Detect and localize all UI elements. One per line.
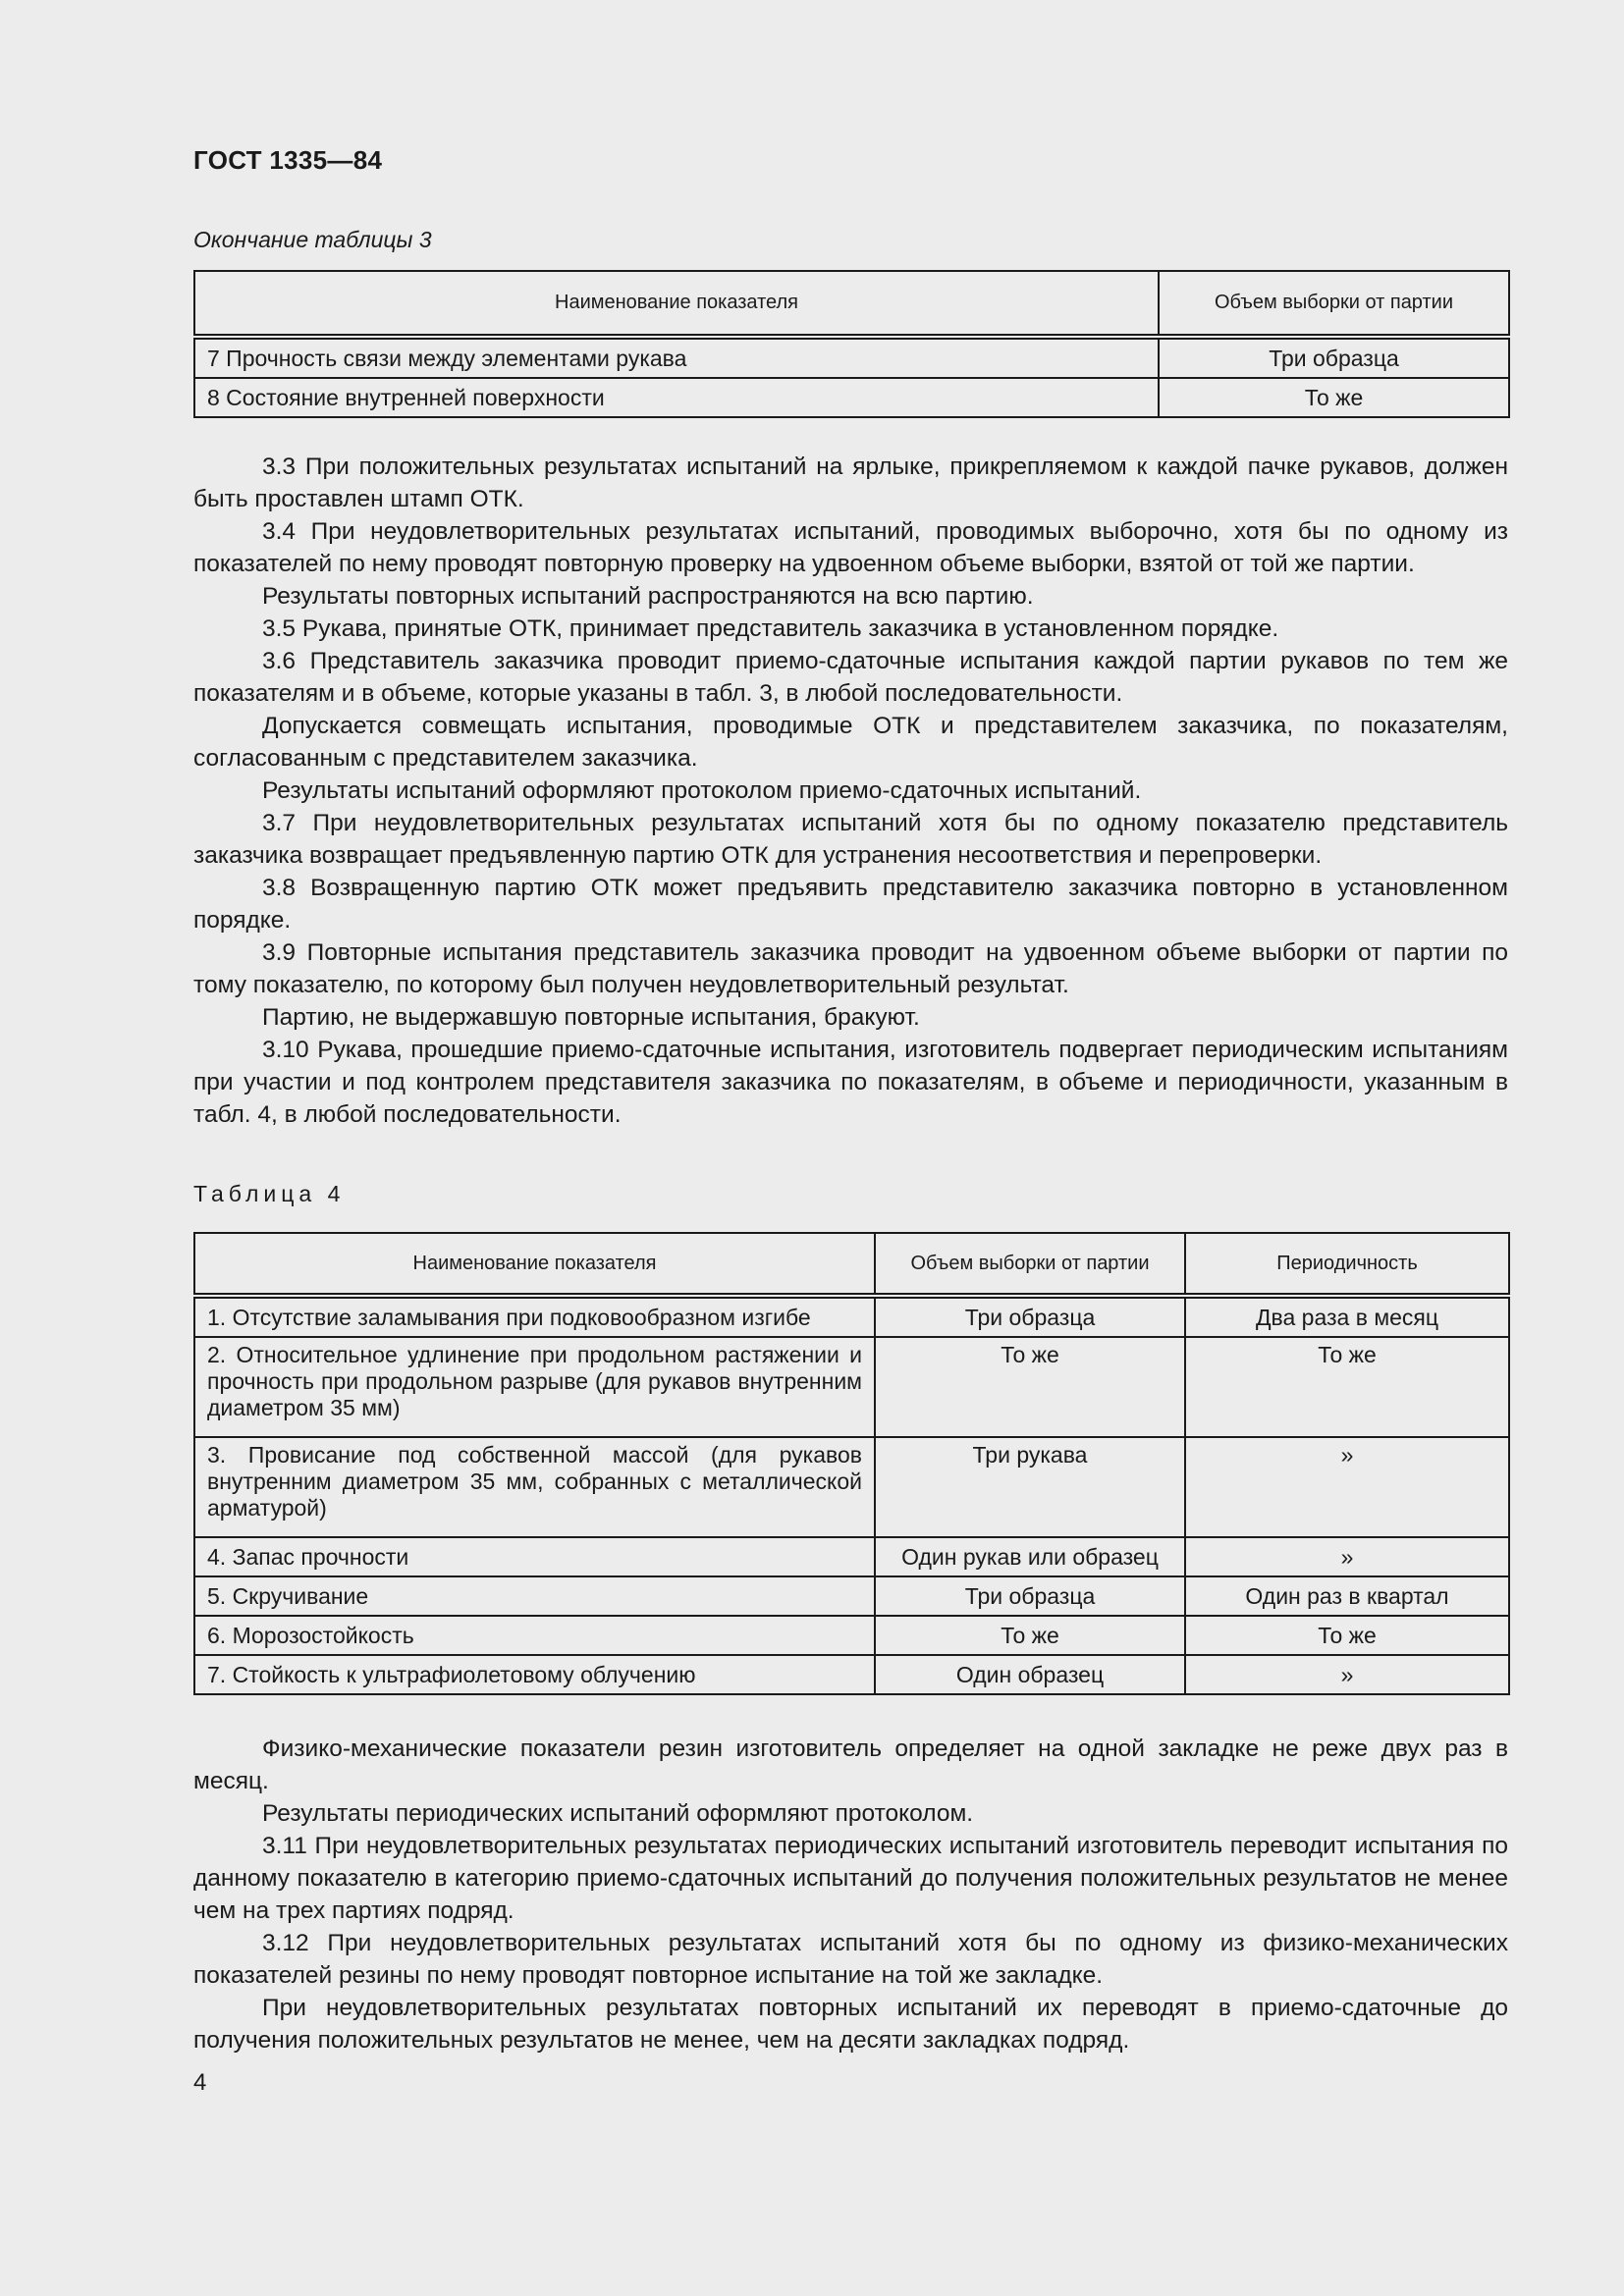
table-cell: Три образца	[1159, 337, 1509, 378]
table-3	[193, 270, 1510, 418]
column-header: Наименование показателя	[194, 1233, 875, 1296]
table-cell: »	[1185, 1537, 1509, 1576]
paragraph: Результаты испытаний оформляют протоколом приемо-сдаточных испытаний.	[262, 777, 1142, 804]
table-row	[194, 1655, 1509, 1694]
table-cell: 8 Состояние внутренней поверхности	[194, 378, 1159, 417]
table-row	[194, 1537, 1509, 1576]
paragraph: Результаты повторных испытаний распространяются на всю партию.	[262, 583, 1034, 610]
column-header: Объем выборки от партии	[875, 1233, 1185, 1296]
table-row	[194, 1337, 1509, 1437]
paragraph: Физико-механические показатели резин изготовитель определяет на одной закладке не реже двух раз в месяц.	[193, 1735, 1508, 1794]
table-cell: Три образца	[875, 1576, 1185, 1616]
text-block-1	[193, 451, 1508, 1131]
table-cell: То же	[1185, 1337, 1509, 1437]
column-header: Периодичность	[1185, 1233, 1509, 1296]
paragraph: 3.8 Возвращенную партию ОТК может предъявить представителю заказчика повторно в установленном порядке.	[193, 875, 1508, 934]
paragraph: 3.7 При неудовлетворительных результатах испытаний хотя бы по одному показателю представитель заказчика возвращает предъявленную партию ОТК для устранения несоответствия и перепроверки.	[193, 810, 1508, 869]
table-cell: Три образца	[875, 1296, 1185, 1337]
table-cell: Один рукав или образец	[875, 1537, 1185, 1576]
paragraph: 3.9 Повторные испытания представитель заказчика проводит на удвоенном объеме выборки от партии по тому показателю, по которому был получен неудовлетворительный результат.	[193, 939, 1508, 998]
table3-caption: Окончание таблицы 3	[193, 227, 432, 252]
table-header-row	[194, 1233, 1509, 1296]
paragraph: 3.12 При неудовлетворительных результатах испытаний хотя бы по одному из физико-механических показателей резины по нему проводят повторное испытание на той же закладке.	[193, 1930, 1508, 1989]
table-cell: 3. Провисание под собственной массой (для рукавов внутренним диаметром 35 мм, собранных с металлической арматурой)	[194, 1437, 875, 1537]
table-cell: »	[1185, 1655, 1509, 1694]
table-cell: 7 Прочность связи между элементами рукава	[194, 337, 1159, 378]
table-cell: Один образец	[875, 1655, 1185, 1694]
table-row	[194, 1616, 1509, 1655]
table4-caption: Таблица 4	[193, 1181, 346, 1206]
table-cell: 5. Скручивание	[194, 1576, 875, 1616]
table-cell: 1. Отсутствие заламывания при подковообразном изгибе	[194, 1296, 875, 1337]
paragraph: 3.6 Представитель заказчика проводит приемо-сдаточные испытания каждой партии рукавов по тем же показателям и в объеме, которые указаны в табл. 3, в любой последовательности.	[193, 648, 1508, 707]
table-row	[194, 1576, 1509, 1616]
document-code: ГОСТ 1335—84	[193, 145, 383, 175]
table-cell: Один раз в квартал	[1185, 1576, 1509, 1616]
table-cell: Три рукава	[875, 1437, 1185, 1537]
paragraph: 3.4 При неудовлетворительных результатах испытаний, проводимых выборочно, хотя бы по одному из показателей по нему проводят повторную проверку на удвоенном объеме выборки, взятой от той же партии.	[193, 518, 1508, 577]
table-cell: То же	[875, 1337, 1185, 1437]
table-4	[193, 1232, 1510, 1695]
paragraph: Результаты периодических испытаний оформляют протоколом.	[262, 1800, 974, 1827]
paragraph: Партию, не выдержавшую повторные испытания, бракуют.	[262, 1004, 920, 1031]
text-block-2	[193, 1733, 1508, 2056]
table-row	[194, 1437, 1509, 1537]
table-header-row	[194, 271, 1509, 337]
table-cell: 6. Морозостойкость	[194, 1616, 875, 1655]
table-row	[194, 1296, 1509, 1337]
column-header: Наименование показателя	[194, 271, 1159, 337]
table-row	[194, 378, 1509, 417]
table-cell: 7. Стойкость к ультрафиолетовому облучению	[194, 1655, 875, 1694]
table-cell: Два раза в месяц	[1185, 1296, 1509, 1337]
paragraph: 3.10 Рукава, прошедшие приемо-сдаточные испытания, изготовитель подвергает периодическим испытаниям при участии и под контролем представителя заказчика по показателям, в объеме и периодичности, указанным в табл. 4, в любой последовательности.	[193, 1037, 1508, 1128]
table-cell: То же	[1159, 378, 1509, 417]
table-cell: »	[1185, 1437, 1509, 1537]
paragraph: Допускается совмещать испытания, проводимые ОТК и представителем заказчика, по показателям, согласованным с представителем заказчика.	[193, 713, 1508, 772]
table-cell: То же	[875, 1616, 1185, 1655]
table-cell: То же	[1185, 1616, 1509, 1655]
paragraph: 3.3 При положительных результатах испытаний на ярлыке, прикрепляемом к каждой пачке рукавов, должен быть проставлен штамп ОТК.	[193, 454, 1508, 512]
paragraph: 3.11 При неудовлетворительных результатах периодических испытаний изготовитель переводит испытания по данному показателю в категорию приемо-сдаточных испытаний до получения положительных результатов не менее чем на трех партиях подряд.	[193, 1833, 1508, 1924]
paragraph: 3.5 Рукава, принятые ОТК, принимает представитель заказчика в установленном порядке.	[262, 615, 1279, 642]
table-row	[194, 337, 1509, 378]
table-cell: 4. Запас прочности	[194, 1537, 875, 1576]
table-cell: 2. Относительное удлинение при продольном растяжении и прочность при продольном разрыве (для рукавов внутренним диаметром 35 мм)	[194, 1337, 875, 1437]
page-number: 4	[193, 2069, 207, 2096]
paragraph: При неудовлетворительных результатах повторных испытаний их переводят в приемо-сдаточные до получения положительных результатов не менее, чем на десяти закладках подряд.	[193, 1995, 1508, 2054]
column-header: Объем выборки от партии	[1159, 271, 1509, 337]
